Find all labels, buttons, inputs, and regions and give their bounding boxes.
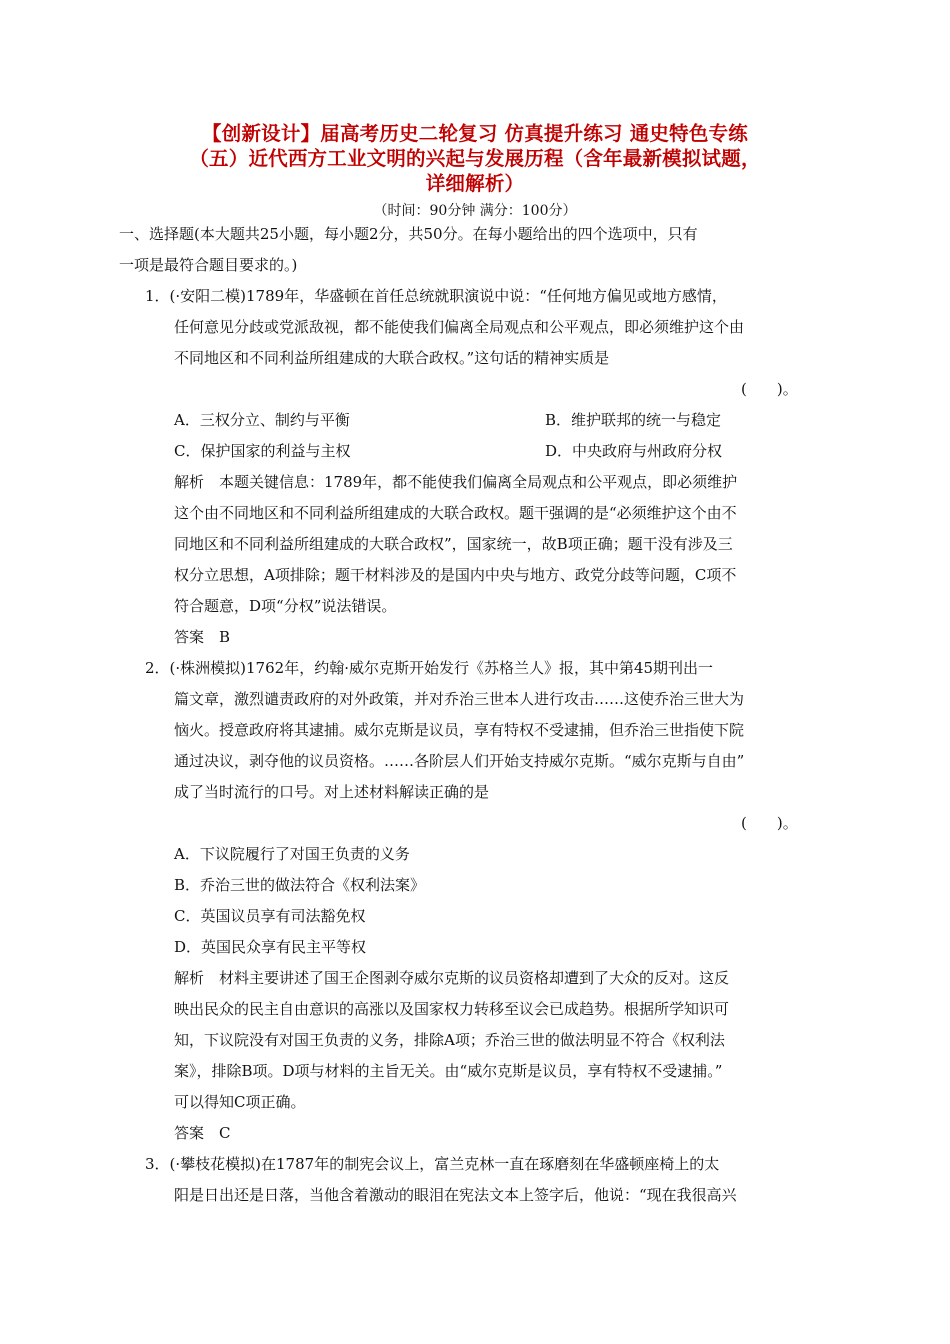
q2-option-d: D．英国民众享有民主平等权 — [174, 938, 367, 956]
q1-stem-line: 任何意见分歧或党派敌视，都不能使我们偏离全局观点和公平观点，即必须维护这个由 — [174, 318, 745, 336]
section-heading: 一、选择题(本大题共25小题，每小题2分，共50分。在每小题给出的四个选项中，只有 — [119, 225, 698, 243]
q2-stem-line: 恼火。授意政府将其逮捕。威尔克斯是议员，享有特权不受逮捕，但乔治三世指使下院 — [174, 721, 745, 739]
exam-time-score: （时间：90分钟 满分：100分） — [373, 203, 577, 219]
q2-analysis-line: 案》，排除B项。D项与材料的主旨无关。由“威尔克斯是议员，享有特权不受逮捕。” — [174, 1062, 723, 1080]
q1-answer-blank: ( )。 — [741, 380, 798, 398]
q1-analysis-line: 权分立思想，A项排除；题干材料涉及的是国内中央与地方、政党分歧等问题，C项不 — [174, 566, 737, 584]
q1-analysis-line: 同地区和不同利益所组建成的大联合政权”，国家统一，故B项正确；题干没有涉及三 — [174, 535, 733, 553]
q1-analysis-line: 符合题意，D项“分权”说法错误。 — [174, 597, 397, 615]
q2-answer-blank: ( )。 — [741, 814, 798, 832]
q2-option-a: A．下议院履行了对国王负责的义务 — [174, 845, 410, 863]
q3-stem-line: 3．(·攀枝花模拟)在1787年的制宪会议上，富兰克林一直在琢磨刻在华盛顿座椅上的太 — [145, 1155, 720, 1173]
section-heading-cont: 一项是最符合题目要求的。) — [119, 256, 298, 274]
title-line-3: 详细解析） — [425, 172, 525, 195]
q2-stem-line: 篇文章，激烈谴责政府的对外政策，并对乔治三世本人进行攻击……这使乔治三世大为 — [174, 690, 745, 708]
q2-answer: 答案 C — [174, 1124, 231, 1142]
q1-analysis-line: 这个由不同地区和不同利益所组建成的大联合政权。题干强调的是“必须维护这个由不 — [174, 504, 737, 522]
q2-analysis-line: 知，下议院没有对国王负责的义务，排除A项；乔治三世的做法明显不符合《权利法 — [174, 1031, 725, 1049]
q1-option-d: D．中央政府与州政府分权 — [545, 442, 723, 460]
q2-stem-line: 通过决议，剥夺他的议员资格。……各阶层人们开始支持威尔克斯。“威尔克斯与自由” — [174, 752, 745, 770]
q2-analysis-line: 映出民众的民主自由意识的高涨以及国家权力转移至议会已成趋势。根据所学知识可 — [174, 1000, 730, 1018]
q1-option-a: A．三权分立、制约与平衡 — [174, 411, 350, 429]
q1-option-b: B．维护联邦的统一与稳定 — [545, 411, 722, 429]
q2-analysis-line: 解析 材料主要讲述了国王企图剥夺威尔克斯的议员资格却遭到了大众的反对。这反 — [174, 969, 730, 987]
title-line-2: （五）近代西方工业文明的兴起与发展历程（含年最新模拟试题， — [189, 147, 761, 170]
q1-analysis-line: 解析 本题关键信息：1789年，都不能使我们偏离全局观点和公平观点，即必须维护 — [174, 473, 738, 491]
q2-option-c: C．英国议员享有司法豁免权 — [174, 907, 366, 925]
q1-stem-line: 不同地区和不同利益所组建成的大联合政权。”这句话的精神实质是 — [174, 349, 610, 367]
title-line-1: 【创新设计】届高考历史二轮复习 仿真提升练习 通史特色专练 — [202, 122, 748, 145]
q1-answer: 答案 B — [174, 628, 231, 646]
q2-analysis-line: 可以得知C项正确。 — [174, 1093, 306, 1111]
q2-stem-line: 成了当时流行的口号。对上述材料解读正确的是 — [174, 783, 490, 801]
q1-option-c: C．保护国家的利益与主权 — [174, 442, 351, 460]
q2-option-b: B．乔治三世的做法符合《权利法案》 — [174, 876, 426, 894]
document-title — [100, 121, 850, 196]
q2-stem-line: 2．(·株洲模拟)1762年，约翰·威尔克斯开始发行《苏格兰人》报，其中第45期刊出一 — [145, 659, 714, 677]
q3-stem-line: 阳是日出还是日落，当他含着激动的眼泪在宪法文本上签字后，他说：“现在我很高兴 — [174, 1186, 737, 1204]
q1-stem-line: 1．(·安阳二模)1789年，华盛顿在首任总统就职演说中说：“任何地方偏见或地方感情， — [145, 287, 727, 305]
